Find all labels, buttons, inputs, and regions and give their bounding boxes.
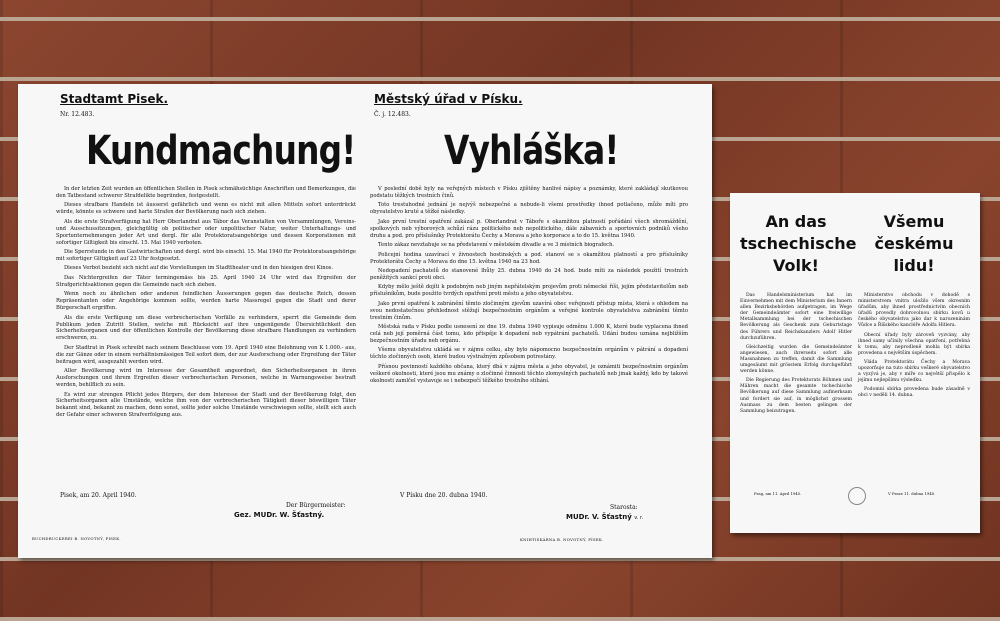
side-headline-czech: [858, 211, 970, 277]
side-date-german: Prag, am 11. April 1940.: [754, 491, 802, 496]
office-name-czech: Městský úřad v Písku.: [374, 92, 523, 106]
paragraph: Tento zákaz nevztahuje se na představení v městském divadle a ve 3 místních biografech.: [378, 242, 615, 249]
paragraph: Jako první opatření k zabránění těmto zločinným zjevům uzavírá obec veřejnosti přístup místa, která s ohledem na svou nedostatečnou přehlednost stěžují bezpečnostním orgánům a veřejné kontrole obyvatelstva zabránění těmto trestním činům.: [370, 300, 688, 321]
paragraph: Policejní hodina uzavírací v živnostech hostinských a pod. stanoví se s okamžitou platností a pro příslušníky Protektorátu Čechy a Morava do dne 15. května 1940 na 23 hod.: [370, 251, 688, 265]
paragraph: Als die erste Strafverfügung hat Herr Oberlandrat aus Tábor das Veranstalten von Versammlungen, Vereins- und Ausschussitzungen, gleichgültig ob politischer oder unpolitischer Natur, weiter Unterhaltungs- und Sportunternehmungen jeder Art und dergl. für alle Protektoratsangehörige und dessen Korporationen mit sofortiger Giltigkeit bis einschl. 15. Mai 1940 verboten.: [56, 218, 356, 246]
official-stamp: [848, 487, 866, 505]
signer-czech: [566, 513, 643, 521]
paragraph: Kdyby mělo ještě dojíti k podobným neb jiným nepřátelským projevům proti německé říši, jejím představitelům neb příslušníkům, bude použito tvrdých opatření proti městu a jeho obyvatelstvu.: [370, 284, 688, 298]
printer-czech: KNIHTISKÁRNA B. NOVOTNÝ, PÍSEK.: [520, 537, 604, 542]
paragraph: Podomní sbírka provedena bude zásadně v obci v neděli 14. dubna.: [858, 387, 970, 399]
date-german: Pisek, am 20. April 1940.: [60, 492, 137, 499]
paragraph: Es wird zur strengen Pflicht jedes Bürgers, der dem Interesse der Stadt und der Bevölkerung folgt, den Sicherheitsorganen alle Umstände, welche ihm von der verbrecherischen Tätigkeit dieser böswilligen Täter bekannt sind, bekannt zu machen, denn sonst, sollte jeder solche Umstände verschwiegen sollte, stellt sich auch der Gefahr einer schweren Strafverfolgung aus.: [56, 391, 356, 419]
notice-body-czech: [370, 186, 688, 387]
signer-name-czech: MUDr. V. Šťastný: [566, 513, 632, 521]
date-czech: V Písku dne 20. dubna 1940.: [400, 492, 488, 499]
paragraph: Die Regierung des Protektorats Böhmen und Mähren macht die gesamte tschechische Bevölkerung auf diese Sammlung aufmerksam und fordert sie auf, in möglichst grossem Ausmass zu dem besten gelingen der Sammlung beizutragen.: [740, 378, 852, 414]
side-headline-german-line-3: Volk!: [773, 256, 819, 275]
paragraph: Wenn noch zu ähnlichen oder anderen feindlichen Äusserungen gegen das deutsche Reich, dessen Repräsentanten oder Angehörige kommen sollte, werden harte Massregel gegen die Stadt und derer Bürgerschaft ergriffen.: [56, 291, 356, 312]
paragraph: Vláda Protektorátu Čechy a Morava upozorňuje na tuto sbírku veškeré obyvatelstvo a vyzývá je, aby v míře co největší přispělo k jejímu nejlepšímu výsledku.: [858, 359, 970, 384]
side-body-german: [740, 293, 852, 418]
paragraph: Obecní úřady byly zároveň vyzvány, aby ihned samy učinily všechna opatření, potřebná k tomu, aby neprodleně mohla být sbírka provedena s největším úspěchem.: [858, 332, 970, 356]
paragraph: Aller Bevölkerung wird im Interesse der Gesamtheit angeordnet, den Sicherheitsorganen in ihren Ausforschungen und ihrem Ergreifen dieser verbrecherischen Personen, welche in Warnungsweise bestraft werden, behilflich zu sein.: [56, 368, 356, 388]
paragraph: Die Sperrstunde in den Gastwirtschaften und dergl. wird bis einschl. 15. Mai 1940 für Protektoratsangehörige mit sofortiger Giltigkeit auf 23 Uhr festgesetzt.: [56, 249, 356, 262]
paragraph: Všemu obyvatelstvu ukládá se v zájmu celku, aby bylo nápomocno bezpečnostním orgánům v pátrání a dopadení těchto zločinných osob, které budou výstražným způsobem potrestány.: [370, 347, 688, 361]
paragraph: Přísnou povinností každého občana, který dbá v zájmu města a jeho obyvatel, je oznámiti bezpečnostním orgánům veškeré okolnosti, které jsou mu známy o zločinné činnosti těchto zlomyslných pachatelů neb jinak každý, kdo by takové okolnosti zamlčel vystavuje se i nebezpečí těžkého trestního stíhání.: [370, 363, 688, 384]
reference-number-czech: Č. j. 12.483.: [374, 111, 411, 118]
side-body-czech: [858, 293, 970, 403]
paragraph: Městská rada v Písku podle usnesení ze dne 19. dubna 1940 vypisuje odměnu 1.000 K, které bude vyplacena ihned celá neb její poměrná část tomu, kdo přispěje k dopadení neb vypátrání pachatelů. Udání budou uznána nejbližším bezpečnostním úřadu neb orgánu.: [370, 324, 688, 344]
paragraph: Dieses Verbot bezieht sich nicht auf die Vorstellungen im Stadttheater und in den hiesigen drei Kinos.: [64, 265, 333, 272]
paragraph: Das Nichtergreifen der Täter termingemäss bis 25. April 1940 24 Uhr wird das Ergreifen der Strafgerichtsaktionen gegen die Gemeinde nach sich ziehen.: [56, 274, 356, 288]
side-poster: [730, 193, 980, 533]
paragraph: Nedopadení pachatelů do stanovené lhůty 25. dubna 1940 do 24 hod. bude míti za následek použití trestních peněžitých sankcí proti obci.: [370, 268, 688, 281]
paragraph: Jako první trestní opatření zakázal p. Oberlandrat v Táboře s okamžitou platností pořádání všech shromáždění, spolkových neb výborových schůzí rázu politického neb nepolitického, dále zábavních a sportovních podniků všeho druhu a pod. pro příslušníky Protektorátu Čechy a Morava a jeho korporace a to do 15. května 1940.: [370, 218, 688, 239]
printer-german: BUCHDRUCKEREI B. NOVOTNÝ, PISEK.: [32, 536, 121, 541]
paragraph: In der letzten Zeit wurden an öffentlichen Stellen in Pisek schmähsüchtige Anschriften und Bemerkungen, die den Tatbestand schwerer Strafdelikte begründen, festgestellt.: [56, 186, 356, 199]
paragraph: Das Handelsministerium hat im Einvernehmen mit dem Ministerium des Innern allen Bezirksbehörden aufgetragen, im Wege der Gemeindeämter sofort eine freiwillige Metallsammlung bei der tschechischen Bevölkerung als Geschenk zum Geburtstage des Führers und Reichskanzlers Adolf Hitler durchzuführen.: [740, 293, 852, 341]
side-headline-czech-line-3: lidu!: [893, 256, 935, 275]
main-poster: [18, 84, 712, 558]
paragraph: Ministerstvo obchodu v dohodě s ministerstvem vnitra uložilo všem okresním úřadům, aby ihned prostřednictvím obecních úřadů provedly dobrovolnou sbírku kovů u českého obyvatelstva jako dar k narozeninám Vůdce a Říšského kancléře Adolfa Hitlera.: [858, 293, 970, 329]
signer-suffix-czech: v. r.: [634, 515, 644, 521]
paragraph: Der Stadtrat in Pisek schreibt nach seinem Beschlusse vom 19. April 1940 eine Belohnung von K 1.000.- aus, die zur Gänze oder in einem verhältnismässigen Teil sofort dem, der zur Ausforschung oder Ergreifung der Täter beitragen wird, ausgezahlt werden wird.: [56, 344, 356, 365]
paragraph: Toto trestuhodné jednání je nejvýš nebezpečné a nebude-li všemi prostředky ihned potlačeno, může míti pro obyvatelstvo kruté a těžké následky.: [370, 202, 688, 216]
notice-body-german: [56, 186, 356, 422]
side-headline-german-line-2: tschechische: [740, 234, 857, 253]
headline-czech: Vyhláška!: [444, 128, 619, 174]
paragraph: Gleichzeitig wurden die Gemeindeämter angewiesen, auch ihrerseits sofort alle Massnahmen zu treffen, damit die Sammlung umgesäumt mit grösstem Erfolg durchgeführt werden könne.: [740, 344, 852, 375]
headline-german: Kundmachung!: [86, 128, 356, 174]
paragraph: Dieses strafbare Handeln ist äusserst gefährlich und wenn es nicht mit allen Mitteln sofort unterdrückt würde, könnte es schwere und harte Strafen der Bevölkerung nach sich ziehen.: [56, 202, 356, 216]
office-name-german: Stadtamt Pisek.: [60, 92, 169, 106]
paragraph: V poslední době byly na veřejných místech v Písku zjištěny hanlivé nápisy a poznámky, které zakládají skutkovou podstatu těžkých trestních činů.: [370, 186, 688, 199]
signer-german: Gez. MUDr. W. Šťastný.: [234, 511, 325, 519]
side-headline-czech-line-2: českému: [874, 234, 954, 253]
reference-number-german: Nr. 12.483.: [60, 111, 95, 118]
side-headline-czech-line-1: Všemu: [883, 212, 945, 231]
side-date-czech: V Praze 11. dubna 1940.: [888, 491, 936, 496]
side-headline-german: [740, 211, 857, 277]
signer-title-german: Der Bürgermeister:: [286, 502, 346, 509]
paragraph: Als die erste Verfügung um diese verbrecherischen Vorfälle zu verhindern, sperrt die Gemeinde dem Publikum jeden Zutritt Stellen, welche mit Rücksicht auf ihre ungenügende Übersichtlichkeit den Sicherheitsorganen und der öffentlichen Kontrolle der Bevölkerung diese strafbare Handlungen zu verhindern erschweren, zu.: [56, 314, 356, 342]
signer-title-czech: Starosta:: [610, 504, 638, 511]
side-headline-german-line-1: An das: [765, 212, 827, 231]
